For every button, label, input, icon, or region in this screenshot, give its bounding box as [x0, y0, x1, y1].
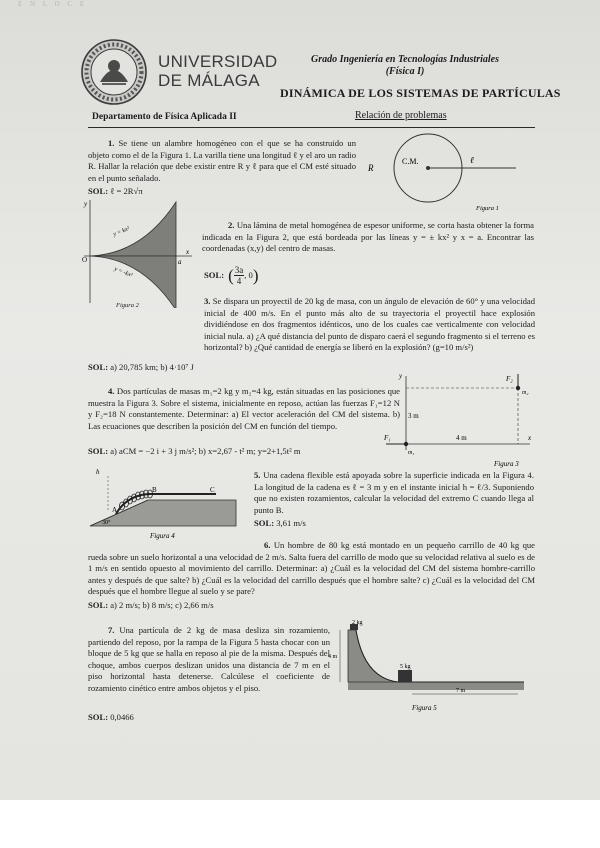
problem-3 — [88, 296, 535, 354]
fig3-label-x: x — [528, 434, 532, 442]
fig5-label-m1: 2 kg — [352, 620, 363, 626]
fig2-caption: Figura 2 — [116, 302, 139, 309]
fig1-label-l: ℓ — [470, 155, 474, 165]
fig2-label-a: a — [178, 258, 182, 266]
fig3-label-y: y — [399, 372, 403, 380]
fig3-label-f1: F₁ — [384, 434, 391, 442]
university-name-line1: UNIVERSIDAD — [158, 52, 278, 71]
problem-1-solution: SOL: ℓ = 2R√π — [88, 186, 143, 196]
fig2-label-x: x — [186, 248, 190, 256]
fig3-label-f2: F₂ — [506, 375, 513, 383]
problem-4-text: Dos partículas de masas m₁=2 kg y m₂=4 kg, están situadas en las posiciones que muestra la Figura 3. Sobre el sistema, inicialmente en reposo, actúan las fuerzas F₁=12 N y F₂=18 N constantemente. Determinar: a) El vector aceleración del CM del sistema. b) Las ecuaciones que describen la posición del CM en función del tiempo. — [88, 386, 400, 431]
fig5-label-m2: 5 kg — [400, 664, 411, 670]
document-type: Relación de problemas — [355, 110, 447, 121]
problem-3-number: 3. — [204, 296, 211, 306]
fig4-caption: Figura 4 — [150, 532, 175, 540]
fig3-label-height: 3 m — [408, 412, 419, 420]
fig5-label-h: 4 m — [328, 654, 338, 660]
problem-1 — [88, 138, 356, 184]
fig2-label-upper: y = kx² — [112, 225, 131, 238]
problem-3-text: Se dispara un proyectil de 20 kg de masa, con un ángulo de elevación de 60° y una velocidad inicial de 400 m/s. En el punto más alto de su trayectoria el proyectil hace explosión dividiéndose en dos fragmentos idénticos, uno de los cuales cae verticalmente con velocidad inicial nula. a) ¿A qué distancia del punto de disparo caerá el segundo fragmento si el terreno es horizontal? b) ¿Qué cantidad de energía se liberó en la explosión? (g=10 m/s²) — [204, 296, 535, 353]
problem-6 — [88, 540, 535, 598]
problem-2-text: Una lámina de metal homogénea de espesor uniforme, se corta hasta obtener la forma indicada en la Figura 2, que está bordeada por las líneas y = ± kx² y x = a. Encontrar las coordenadas (x,y) del centro de masas. — [202, 220, 534, 254]
department: Departamento de Física Aplicada II — [92, 112, 237, 122]
problem-7-solution: SOL: 0,0466 — [88, 712, 134, 722]
figure-3 — [382, 372, 538, 470]
problem-7-text: Una partícula de 2 kg de masa desliza sin rozamiento, partiendo del reposo, por la rampa de la Figura 5 hasta chocar con un bloque de 5 kg que se halla en reposo al pie de la misma. Después del choque, ambos cuerpos deslizan unidos una distancia de 7 m en el piso horizontal hasta detenerse. Calcúlese el coeficiente de rozamiento cinético entre ambos objetos y el piso. — [88, 625, 330, 693]
problem-2-solution-rest: , 0 — [244, 269, 253, 280]
university-seal-icon — [80, 38, 148, 106]
problem-5-text: Una cadena flexible está apoyada sobre la superficie indicada en la Figura 4. La longitud de la cadena es ℓ = 3 m y en el instante inicial h = ℓ/3. Suponiendo que no existen rozamientos, calcular la velocidad del extremo C cuando llega al punto B. — [254, 470, 534, 515]
fig3-caption: Figura 3 — [494, 460, 519, 468]
fig2-label-o: O — [82, 256, 88, 264]
university-name-line2: DE MÁLAGA — [158, 71, 260, 90]
problem-2-solution-numerator: 3a — [234, 264, 244, 275]
problem-7 — [88, 625, 330, 695]
fig5-label-d: 7 m — [456, 688, 466, 694]
problem-4 — [88, 386, 400, 432]
problem-7-number: 7. — [108, 625, 115, 635]
problem-5-solution: SOL: 3,61 m/s — [254, 518, 306, 528]
problem-6-number: 6. — [264, 540, 271, 550]
page-title: DINÁMICA DE LOS SISTEMAS DE PARTÍCULAS — [280, 86, 561, 100]
problem-5-number: 5. — [254, 470, 261, 480]
fig1-caption: Figura 1 — [476, 205, 499, 212]
figure-2 — [82, 198, 194, 308]
problem-4-solution: SOL: a) aCM = −2 i + 3 j m/s²; b) x=2,67 - t² m; y=2+1,5t² m — [88, 446, 301, 456]
problem-2-number: 2. — [228, 220, 235, 230]
fig3-label-m2: m₂ — [522, 390, 529, 396]
fig4-label-b: B — [152, 486, 157, 494]
faint-top-text: E N L O C E — [18, 0, 88, 8]
degree-name: Grado Ingeniería en Tecnologías Industriales — [311, 54, 499, 65]
problem-4-number: 4. — [108, 386, 115, 396]
fig5-caption: Figura 5 — [412, 704, 437, 712]
course-name: (Física I) — [385, 66, 425, 77]
problem-2 — [202, 220, 534, 255]
problem-3-solution: SOL: a) 20,785 km; b) 4·10⁷ J — [88, 362, 194, 372]
problem-1-text: Se tiene un alambre homogéneo con el que se ha construido un objeto como el de la Figura 1. La varilla tiene una longitud ℓ y el aro un radio R. Hallar la relación que debe existir entre R y ℓ para que el CM esté situado en el punto señalado. — [88, 138, 356, 183]
fig2-label-lower: y = -kx² — [113, 266, 133, 279]
fig4-label-c: C — [210, 486, 215, 494]
fig4-label-a: A — [112, 506, 118, 514]
problem-2-solution: SOL: ( $\frac{3a}{4}$ , 0 ) — [204, 264, 259, 286]
problem-1-number: 1. — [108, 138, 115, 148]
header-divider — [88, 127, 535, 128]
fig3-label-width: 4 m — [456, 434, 467, 442]
figure-5 — [328, 620, 528, 716]
figure-4 — [86, 460, 246, 542]
fig3-label-m1: m₁ — [408, 450, 415, 456]
fig4-label-h: h — [96, 468, 100, 476]
problem-2-solution-denominator: 4 — [236, 275, 242, 286]
problem-6-solution: SOL: a) 2 m/s; b) 8 m/s; c) 2,66 m/s — [88, 600, 214, 610]
problem-6-text: Un hombre de 80 kg está montado en un pequeño carrillo de 40 kg que rueda sobre un suelo horizontal a una velocidad de 2 m/s. Salta fuera del carrillo de modo que su velocidad relativa al suelo es de 1 m/s en sentido opuesto al movimiento del carrillo. Determinar: a) ¿Cuál es la velocidad del CM del sistema hombre-carrillo antes y después de que salte? b) ¿Cuál es la velocidad del carrillo después que el hombre salte? c) ¿Cuál es la velocidad del CM después que el hombre llegue al suelo y se pare? — [88, 540, 535, 597]
figure-1 — [358, 132, 518, 214]
fig1-label-cm: C.M. — [402, 157, 419, 166]
fig2-label-y: y — [84, 200, 88, 208]
fig1-label-r: R — [368, 163, 374, 173]
problem-5 — [254, 470, 534, 516]
fig4-label-angle: 30° — [102, 520, 111, 526]
